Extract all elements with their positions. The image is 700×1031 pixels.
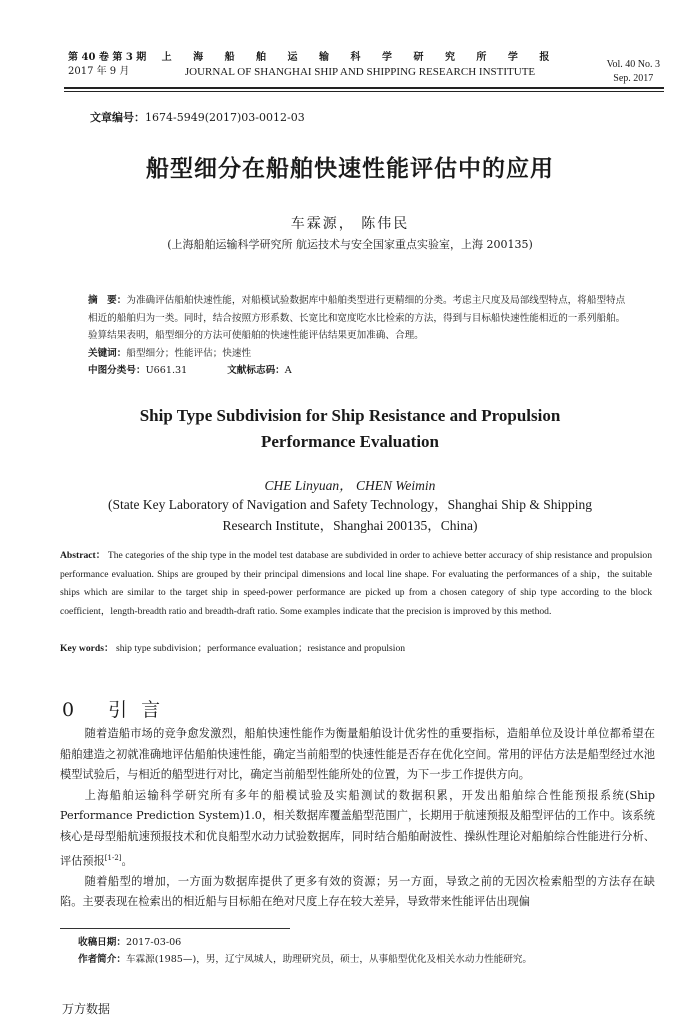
abstract-cn-text: 为准确评估船舶快速性能，对船模试验数据库中船舶类型进行更精细的分类。考虑主尺度及局部线型特点，将船型特点相近的船舶归为一类。同时，结合按照方形系数、长宽比和宽度吃水比检索的方法，得到与目标船快速性能相近的一系列船舶。验算结果表明，船型细分的方法可使船舶的快速性能评估结果更加准确、合理。 bbox=[88, 295, 626, 341]
keywords-en-label: Key words： bbox=[60, 643, 114, 654]
affiliation-cn: (上海船舶运输科学研究所 航运技术与安全国家重点实验室，上海 200135) bbox=[167, 238, 533, 251]
paragraph-3: 随着船型的增加，一方面为数据库提供了更多有效的资源；另一方面，导致之前的无因次检索船型的方法存在缺陷。主要表现在检索出的相近船与目标船在绝对尺度上存在较大差异，导致带来性能评估出现偏 bbox=[60, 874, 655, 909]
keywords-cn-text: 船型细分；性能评估；快速性 bbox=[126, 347, 252, 359]
body-text bbox=[60, 724, 655, 913]
keywords-en bbox=[60, 640, 405, 654]
authors-cn: 车霖源， 陈伟民 bbox=[290, 216, 410, 232]
running-header-right bbox=[607, 58, 660, 86]
footnote-rule bbox=[60, 928, 290, 929]
article-number-label: 文章编号： bbox=[90, 111, 145, 124]
received-label: 收稿日期： bbox=[78, 937, 126, 948]
authors-en: CHE Linyuan， CHEN Weimin bbox=[264, 478, 436, 493]
affiliation-en bbox=[80, 494, 620, 536]
header-rule-thick bbox=[64, 87, 664, 89]
abstract-en-text: The categories of the ship type in the model test database are subdivided in order to achieve better accuracy of ship resistance and propulsion performance evaluation. Ships are grouped by their principal dimensions and local line shape. For evaluating the performances of a ship，the suitable ships which are similar to the target ship in speed-power performance are picked up from a chosen category of ship type according to the block coefficient，length-breadth ratio and breadth-draft ratio. Some examples indicate that the precision is improved by this method. bbox=[60, 550, 652, 617]
article-number bbox=[90, 109, 305, 125]
abstract-cn bbox=[88, 292, 633, 380]
title-en bbox=[0, 403, 700, 455]
classification-line bbox=[88, 362, 633, 380]
clc-label: 中图分类号： bbox=[88, 365, 146, 376]
abstract-en-label: Abstract： bbox=[60, 550, 106, 561]
abstract-en bbox=[60, 547, 652, 621]
author-bio bbox=[78, 951, 532, 968]
title-cn: 船型细分在船舶快速性能评估中的应用 bbox=[146, 155, 554, 182]
affiliation-en-line1: (State Key Laboratory of Navigation and Safety Technology，Shanghai Ship & Shipping bbox=[108, 497, 592, 512]
keywords-cn bbox=[88, 345, 633, 363]
author-bio-label: 作者简介： bbox=[78, 954, 126, 965]
running-header-center bbox=[150, 51, 570, 79]
date-en: Sep. 2017 bbox=[613, 73, 654, 84]
section-heading bbox=[62, 695, 174, 722]
paragraph-2-text: 上海船舶运输科学研究所有多年的船模试验及实船测试的数据积累，开发出船舶综合性能预报系统(Ship Performance Prediction System)1.0，相关数据库覆盖船型范围广，长期用于航速预报及船型评估的工作中。该系统核心是母型船航速预报技术和优良船型水动力试验数据库，同时结合船舶耐波性、操纵性理论对船舶综合性能进行分析、评估预报 bbox=[60, 788, 655, 868]
article-number-value: 1674-5949(2017)03-0012-03 bbox=[145, 111, 305, 124]
abstract-cn-body bbox=[88, 292, 633, 345]
received-value: 2017-03-06 bbox=[125, 937, 182, 948]
keywords-en-text: ship type subdivision；performance evaluation；resistance and propulsion bbox=[115, 643, 406, 654]
header-rule-thin bbox=[64, 91, 664, 92]
title-en-line1: Ship Type Subdivision for Ship Resistance and Propulsion bbox=[139, 406, 561, 425]
paragraph-2-period: 。 bbox=[121, 854, 133, 868]
affiliation-en-line2: Research Institute，Shanghai 200135，China) bbox=[222, 518, 478, 533]
abstract-cn-label: 摘 要： bbox=[88, 295, 127, 306]
doc-code-label: 文献标志码： bbox=[227, 365, 285, 376]
date-cn: 2017 年 9 月 bbox=[68, 66, 130, 77]
running-header-left bbox=[68, 51, 146, 79]
section-number: 0 bbox=[62, 699, 89, 721]
watermark: 万方数据 bbox=[62, 1002, 111, 1016]
paragraph-1: 随着造船市场的竞争愈发激烈，船舶快速性能作为衡量船舶设计优劣性的重要指标，造船单位及设计单位都希望在船舶建造之初就准确地评估船舶快速性能，确定当前船型的快速性能是否存在优化空间。常用的评估方法是船型经过水池模型试验后，与相近的船型进行对比，确定当前船型性能所处的位置，为下一步工作提供方向。 bbox=[60, 727, 655, 782]
journal-name-cn: 上 海 船 舶 运 输 科 学 研 究 所 学 报 bbox=[161, 52, 559, 63]
footnote bbox=[78, 934, 532, 968]
paragraph-2 bbox=[60, 786, 655, 872]
journal-name-en: JOURNAL OF SHANGHAI SHIP AND SHIPPING RESEARCH INSTITUTE bbox=[184, 66, 536, 78]
keywords-cn-label: 关键词： bbox=[88, 347, 127, 359]
author-bio-text: 车霖源(1985—)，男，辽宁凤城人，助理研究员，硕士，从事船型优化及相关水动力性能研究。 bbox=[125, 954, 533, 965]
section-title: 引言 bbox=[108, 699, 175, 721]
received-date bbox=[78, 934, 532, 951]
doc-code-value: A bbox=[284, 365, 292, 376]
volume-issue-en: Vol. 40 No. 3 bbox=[606, 59, 660, 70]
volume-issue-cn: 第 40 卷 第 3 期 bbox=[68, 52, 147, 63]
citation-ref: [1-2] bbox=[104, 853, 122, 862]
title-en-line2: Performance Evaluation bbox=[261, 432, 439, 451]
clc-value: U661.31 bbox=[145, 365, 188, 376]
